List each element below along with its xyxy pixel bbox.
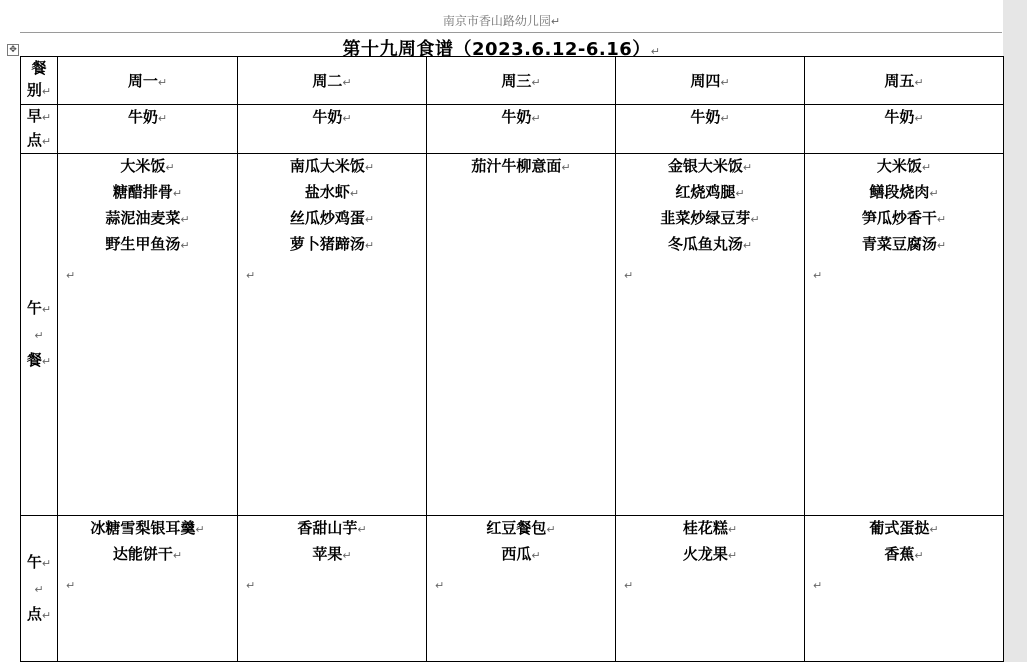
menu-item — [805, 542, 1003, 568]
menu-item-text: 冬瓜鱼丸汤 — [667, 235, 743, 253]
menu-item-text: 萝卜猪蹄汤 — [289, 235, 365, 253]
header-divider — [20, 32, 1002, 33]
menu-cell — [616, 105, 805, 154]
empty-paragraph-mark: ↵ — [66, 579, 76, 592]
menu-item-text: 蒜泥油麦菜 — [105, 209, 181, 227]
paragraph-mark: ↵ — [157, 76, 168, 89]
menu-item — [616, 206, 804, 232]
empty-paragraph-mark: ↵ — [246, 269, 256, 282]
menu-item — [616, 180, 804, 206]
menu-item — [427, 105, 615, 131]
paragraph-mark: ↵ — [41, 302, 52, 316]
menu-cell — [238, 154, 427, 516]
menu-item — [238, 105, 426, 131]
paragraph-mark: ↵ — [720, 76, 730, 89]
menu-item-text: 西瓜 — [501, 545, 532, 563]
menu-item — [427, 516, 615, 542]
menu-item — [58, 154, 237, 180]
paragraph-mark: ↵ — [914, 76, 924, 89]
paragraph-mark: ↵ — [357, 523, 367, 536]
menu-item — [238, 542, 426, 568]
window-scroll-gutter — [1003, 0, 1027, 662]
paragraph-mark: ↵ — [41, 111, 52, 124]
menu-cell — [427, 516, 616, 662]
menu-cell — [805, 105, 1004, 154]
paragraph-mark: ↵ — [364, 161, 375, 174]
menu-cell — [58, 516, 238, 662]
category-char: 早 — [26, 107, 42, 125]
table-header-row — [21, 57, 1004, 105]
menu-cell — [805, 154, 1004, 516]
menu-item-text: 鳝段烧肉 — [869, 183, 930, 201]
menu-cell — [58, 154, 238, 516]
paragraph-mark: ↵ — [936, 239, 947, 252]
paragraph-mark: ↵ — [546, 523, 556, 536]
menu-item-text: 红烧鸡腿 — [675, 183, 736, 201]
paragraph-mark: ↵ — [727, 523, 738, 536]
paragraph-mark: ↵ — [364, 213, 375, 226]
menu-item — [616, 154, 804, 180]
paragraph-mark: ↵ — [180, 239, 190, 252]
menu-item-text: 韭菜炒绿豆芽 — [660, 209, 751, 227]
menu-item-text: 牛奶 — [690, 108, 721, 126]
paragraph-mark: ↵ — [172, 549, 183, 562]
menu-item-text: 火龙果 — [682, 545, 728, 563]
paragraph-mark: ↵ — [41, 556, 52, 570]
menu-item-text: 茄汁牛柳意面 — [471, 157, 562, 175]
category-char: 午 — [26, 552, 42, 571]
paragraph-mark: ↵ — [914, 549, 924, 562]
empty-paragraph-mark: ↵ — [435, 579, 445, 592]
day-header-3 — [427, 57, 616, 105]
category-char: 点 — [26, 604, 42, 623]
menu-item — [238, 232, 426, 258]
menu-item-text: 桂花糕 — [682, 519, 728, 537]
menu-item — [616, 542, 804, 568]
table-move-handle-icon[interactable]: ✥ — [7, 44, 19, 56]
paragraph-mark: ↵ — [921, 161, 932, 174]
day-header-2 — [238, 57, 427, 105]
empty-paragraph-mark: ↵ — [624, 269, 634, 282]
paragraph-mark: ↵ — [531, 76, 541, 89]
empty-paragraph-mark: ↵ — [624, 579, 634, 592]
category-char: 点 — [26, 131, 42, 149]
empty-paragraph-mark: ↵ — [66, 269, 76, 282]
paragraph-mark: ↵ — [157, 112, 168, 125]
menu-cell — [616, 154, 805, 516]
menu-item — [805, 516, 1003, 542]
menu-item-text: 大米饭 — [120, 157, 166, 175]
menu-item — [58, 542, 237, 568]
paragraph-mark: ↵ — [165, 161, 175, 174]
paragraph-mark: ↵ — [195, 523, 205, 536]
paragraph-mark: ↵ — [531, 112, 541, 125]
paragraph-mark: ↵ — [41, 135, 52, 148]
paragraph-mark: ↵ — [727, 549, 738, 562]
paragraph-mark: ↵ — [180, 213, 190, 226]
menu-cell — [58, 105, 238, 154]
menu-item — [58, 206, 237, 232]
menu-item — [805, 206, 1003, 232]
menu-item — [616, 516, 804, 542]
menu-table — [20, 56, 1004, 662]
paragraph-mark: ↵ — [929, 187, 939, 200]
paragraph-mark: ↵ — [342, 112, 352, 125]
menu-item-text: 糖醋排骨 — [112, 183, 173, 201]
menu-item-text: 香甜山芋 — [297, 519, 358, 537]
empty-paragraph-mark: ↵ — [813, 579, 823, 592]
menu-item — [238, 154, 426, 180]
category-char: 午 — [26, 298, 42, 317]
paragraph-mark: ↵ — [914, 112, 924, 125]
meal-category — [21, 105, 58, 154]
paragraph-mark: ↵ — [929, 523, 939, 536]
day-label: 周二 — [312, 72, 343, 90]
menu-item — [616, 105, 804, 131]
menu-item — [805, 154, 1003, 180]
menu-cell — [616, 516, 805, 662]
paragraph-mark: ↵ — [342, 549, 352, 562]
menu-item-text: 盐水虾 — [304, 183, 350, 201]
menu-item — [58, 105, 237, 131]
menu-item — [238, 516, 426, 542]
menu-item — [805, 180, 1003, 206]
paragraph-mark: ↵ — [41, 85, 52, 98]
menu-item — [427, 154, 615, 180]
paragraph-mark: ↵ — [364, 239, 375, 252]
paragraph-mark: ↵ — [531, 549, 541, 562]
menu-item-text: 牛奶 — [312, 108, 343, 126]
paragraph-mark: ↵ — [561, 161, 571, 174]
menu-cell — [238, 105, 427, 154]
paragraph-mark: ↵ — [41, 354, 52, 368]
menu-item-text: 南瓜大米饭 — [289, 157, 365, 175]
paragraph-mark: ↵ — [349, 187, 360, 200]
menu-item — [238, 206, 426, 232]
school-name-header: 南京市香山路幼儿园↵ — [442, 14, 561, 28]
meal-category — [21, 516, 58, 662]
paragraph-mark: ↵ — [720, 112, 730, 125]
menu-item-text: 达能饼干 — [112, 545, 173, 563]
paragraph-mark: ↵ — [936, 213, 947, 226]
menu-item — [805, 105, 1003, 131]
menu-item-text: 青菜豆腐汤 — [861, 235, 937, 253]
paragraph-mark: ↵ — [750, 213, 760, 226]
day-header-5 — [805, 57, 1004, 105]
menu-item-text: 香蕉 — [884, 545, 915, 563]
menu-item — [58, 516, 237, 542]
corner-label-char: 别 — [26, 81, 42, 99]
menu-cell — [427, 154, 616, 516]
category-char: 餐 — [26, 350, 42, 369]
paragraph-mark: ↵ — [742, 161, 753, 174]
page-title: 第十九周食谱（2023.6.12-6.16）↵ — [342, 39, 661, 60]
menu-item — [58, 232, 237, 258]
menu-cell — [805, 516, 1004, 662]
empty-paragraph-mark: ↵ — [813, 269, 823, 282]
menu-item — [238, 180, 426, 206]
meal-row — [21, 516, 1004, 662]
paragraph-mark: ↵ — [34, 582, 44, 596]
paragraph-mark: ↵ — [41, 608, 52, 622]
day-label: 周四 — [690, 72, 721, 90]
paragraph-mark: ↵ — [735, 187, 745, 200]
menu-item — [58, 180, 237, 206]
paragraph-mark: ↵ — [34, 328, 44, 342]
corner-label-char: 餐 — [31, 59, 47, 77]
meal-row — [21, 105, 1004, 154]
menu-item — [805, 232, 1003, 258]
day-label: 周三 — [501, 72, 532, 90]
day-label: 周一 — [127, 72, 158, 90]
menu-item-text: 牛奶 — [501, 108, 532, 126]
meal-category — [21, 154, 58, 516]
menu-item-text: 牛奶 — [127, 108, 158, 126]
menu-item-text: 金银大米饭 — [667, 157, 743, 175]
menu-item-text: 葡式蛋挞 — [869, 519, 930, 537]
menu-cell — [238, 516, 427, 662]
menu-item — [616, 232, 804, 258]
empty-paragraph-mark: ↵ — [246, 579, 256, 592]
menu-item-text: 笋瓜炒香干 — [861, 209, 937, 227]
menu-item-text: 苹果 — [312, 545, 343, 563]
corner-category-label — [21, 57, 58, 105]
menu-item-text: 牛奶 — [884, 108, 915, 126]
day-label: 周五 — [884, 72, 915, 90]
day-header-1 — [58, 57, 238, 105]
menu-item-text: 野生甲鱼汤 — [105, 235, 181, 253]
menu-cell — [427, 105, 616, 154]
paragraph-mark: ↵ — [342, 76, 352, 89]
paragraph-mark: ↵ — [172, 187, 183, 200]
menu-item-text: 冰糖雪梨银耳羹 — [90, 519, 196, 537]
day-header-4 — [616, 57, 805, 105]
menu-item-text: 红豆餐包 — [486, 519, 547, 537]
menu-item-text: 丝瓜炒鸡蛋 — [289, 209, 365, 227]
menu-item — [427, 542, 615, 568]
paragraph-mark: ↵ — [742, 239, 753, 252]
menu-item-text: 大米饭 — [876, 157, 922, 175]
meal-row — [21, 154, 1004, 516]
